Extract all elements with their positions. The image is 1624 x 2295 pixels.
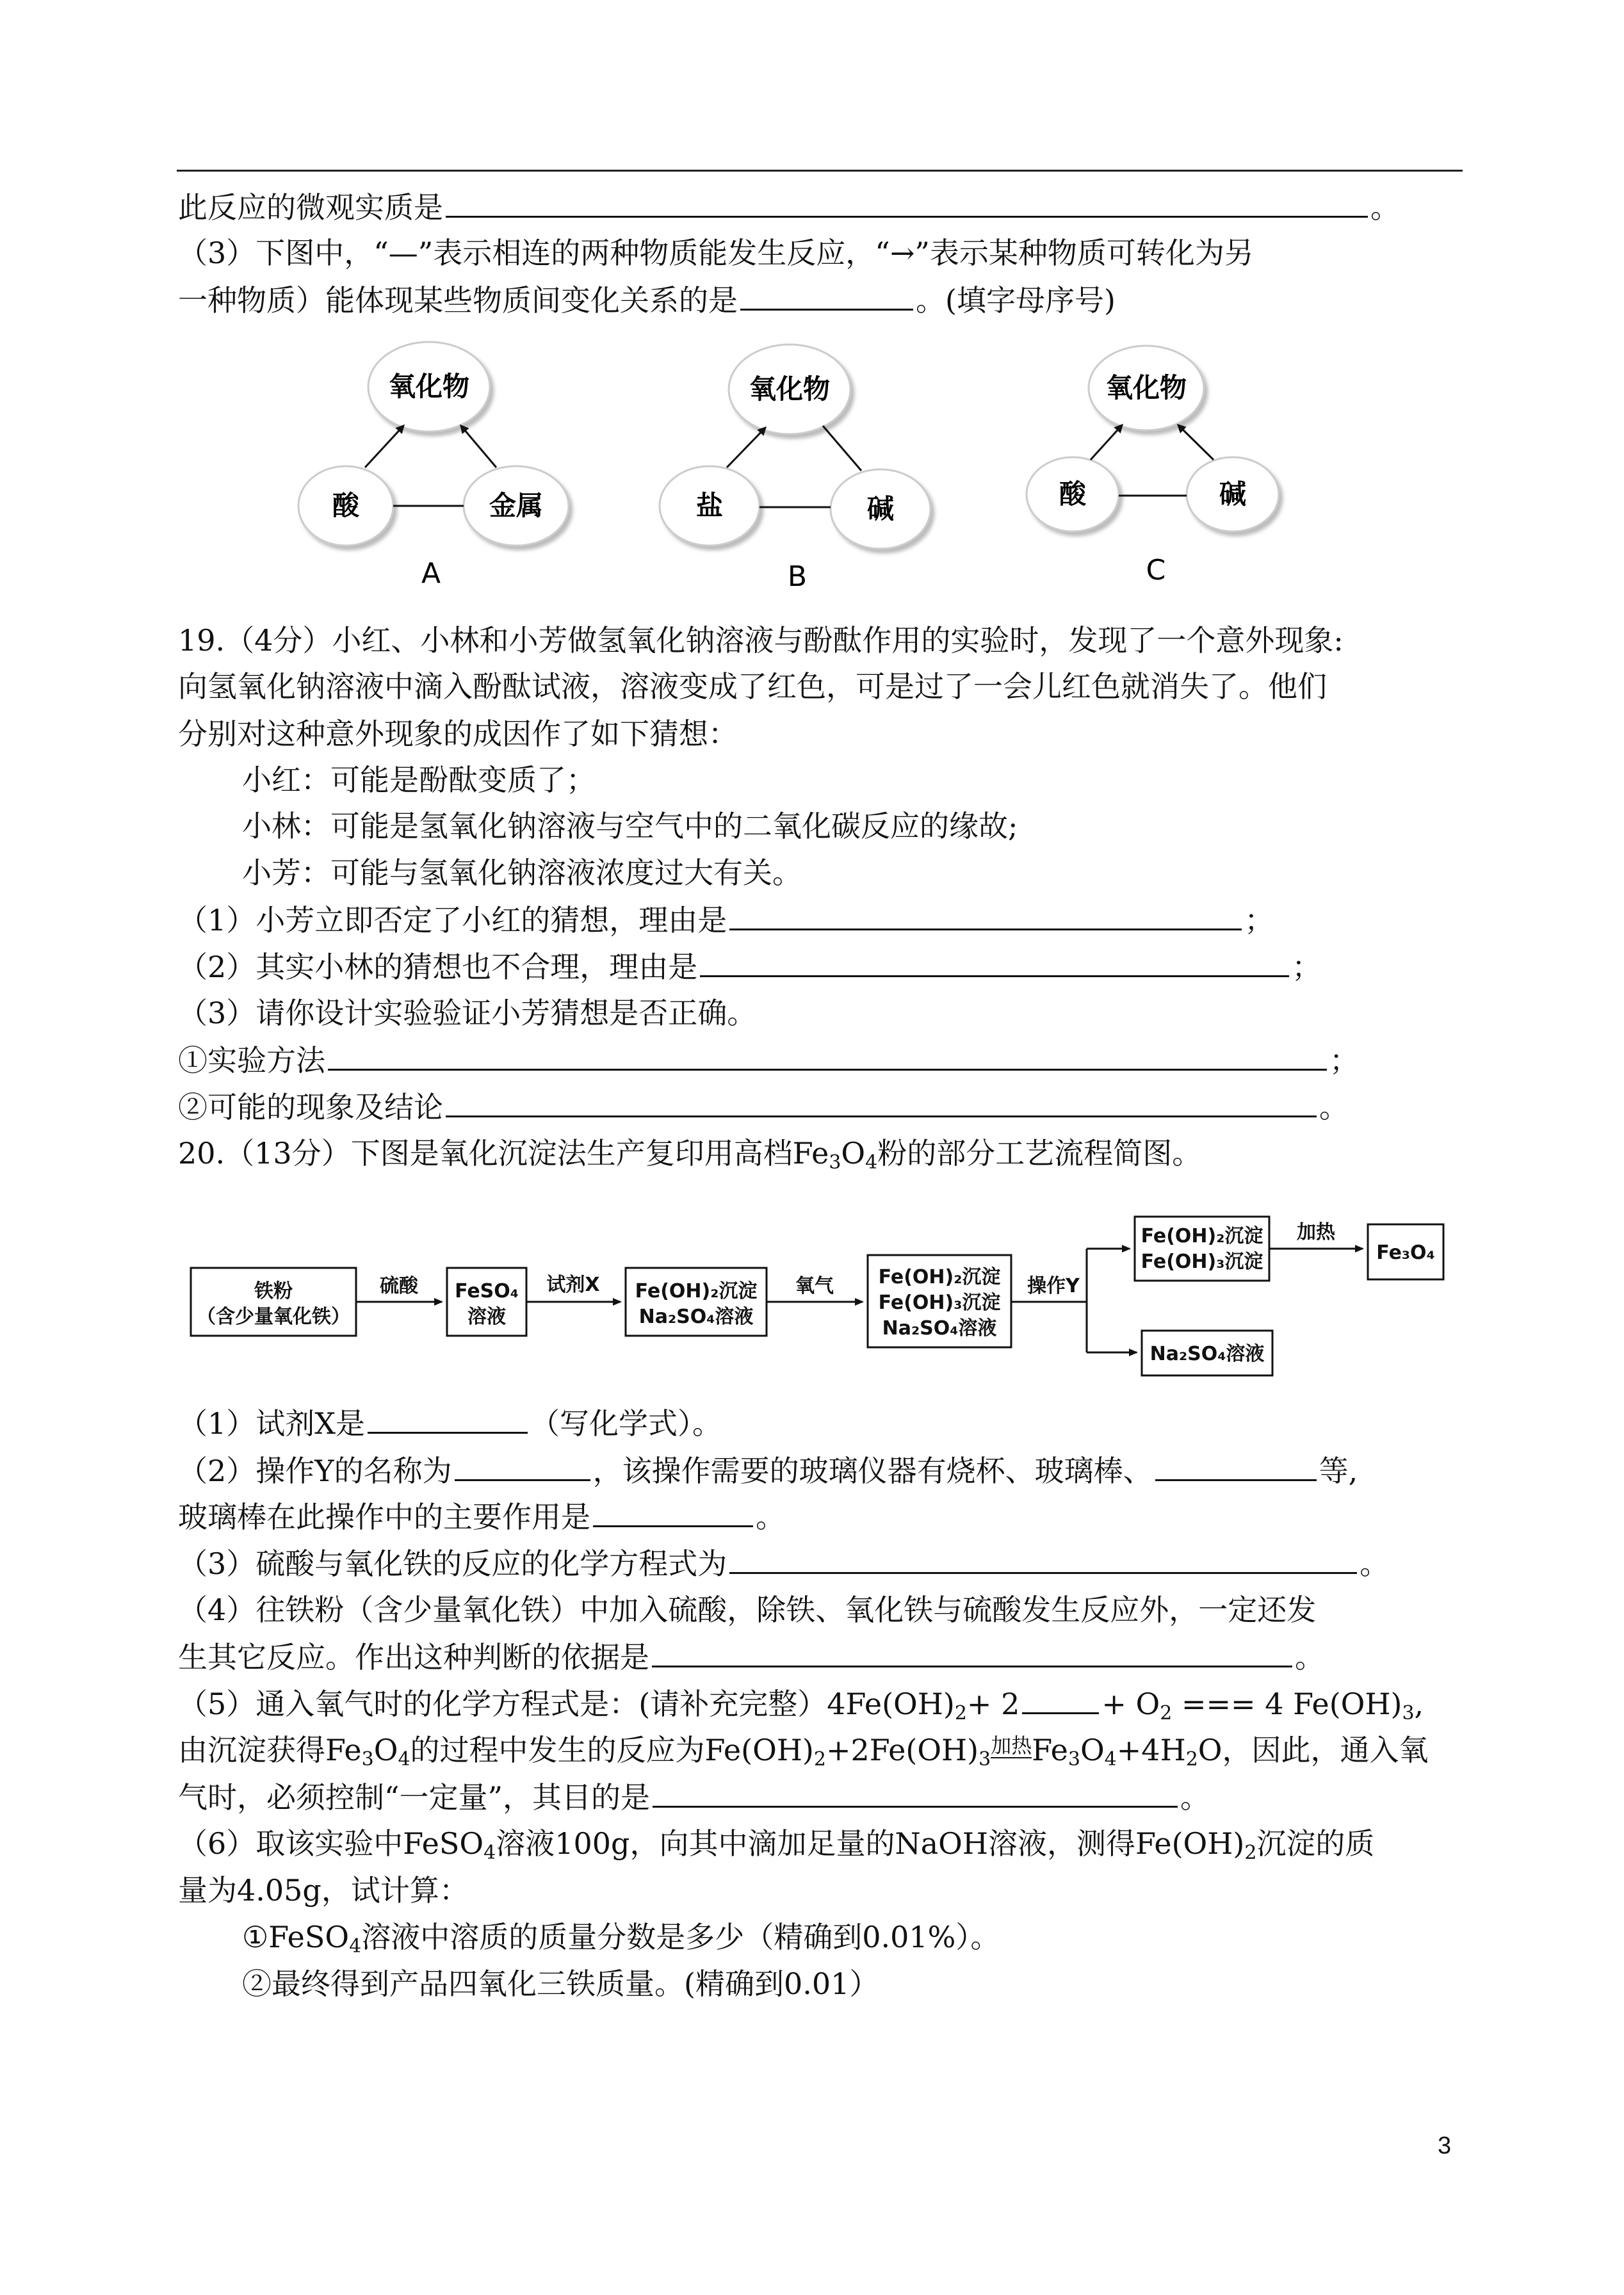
q19-method [178,1035,1359,1085]
q20-part1 [178,1399,722,1448]
q20-part2-text-b: ，该操作需要的玻璃仪器有烧杯、玻璃棒、 [592,1454,1153,1488]
q19-guess-xiaofang: 小芳：可能与氢氧化钠溶液浓度过大有关。 [242,856,802,890]
punct: ； [1292,950,1322,984]
box1-line2: （含少量氧化铁） [197,1306,350,1328]
q20-part6-q2: ②最终得到产品四氧化三铁质量。(精确到0.01） [242,1967,879,2001]
q18-part3-text: 一种物质）能体现某些物质间变化关系的是 [178,283,738,318]
q20-part4-line2 [178,1632,1324,1682]
answer-blank[interactable] [729,1539,1357,1574]
box3-line2: Na₂SO₄溶液 [638,1306,754,1328]
answer-blank[interactable] [328,1035,1327,1071]
arrow3-label: 氧气 [795,1275,834,1297]
subscript: 4 [865,1151,878,1174]
box2-line2: 溶液 [467,1306,506,1328]
q19-conclusion-text: ②可能的现象及结论 [178,1090,443,1124]
box3-line1: Fe(OH)₂沉淀 [635,1280,758,1302]
diagram-c [1027,346,1279,587]
punct: ； [1244,903,1274,937]
q20-part5-l2c: 的过程中发生的反应为Fe(OH) [410,1733,814,1767]
q20-part5-l2a: 由沉淀获得Fe [178,1733,362,1767]
diagram-label-a: A [421,557,441,590]
arrow2-label: 试剂X [546,1274,600,1296]
q20-part2-text: （2）操作Y的名称为 [178,1454,452,1488]
diagram-label-b: B [787,560,808,593]
box4-line1: Fe(OH)₂沉淀 [878,1266,1001,1288]
q20-part5-line3 [178,1772,1210,1822]
node-acid: 酸 [1059,478,1087,510]
q20-part5-text-c: + O [1101,1687,1160,1721]
punct: 。 [1319,1090,1349,1124]
q20-part2-line1 [178,1446,1358,1495]
q19-part2 [178,942,1321,991]
q19-line2: 向氢氧化钠溶液中滴入酚酞试液，溶液变成了红色，可是过了一会儿红色就消失了。他们 [178,669,1327,704]
q20-part5-l2h: O，因此，通入氧 [1198,1733,1429,1767]
node-metal: 金属 [489,490,544,521]
subscript: 3 [1402,1702,1415,1724]
q20-part5-text: （5）通入氧气时的化学方程式是：(请补充完整）4Fe(OH) [178,1687,955,1721]
q20-part5-l2b: O [373,1733,398,1767]
answer-blank[interactable] [652,1632,1292,1667]
punct: 。 [1360,1546,1390,1581]
q20-part3-text: （3）硫酸与氧化铁的反应的化学方程式为 [178,1546,727,1581]
box7-label: Na₂SO₄溶液 [1149,1343,1265,1365]
q20-part5-l2d: +2Fe(OH) [825,1733,979,1767]
diagram-label-c: C [1146,554,1166,587]
node-oxide: 氧化物 [388,371,470,402]
node-acid: 酸 [332,490,360,521]
answer-blank[interactable] [1155,1446,1317,1481]
answer-blank[interactable] [700,942,1289,977]
subscript: 4 [1104,1748,1117,1771]
subscript: 3 [829,1151,841,1174]
q20-part1-text: （1）试剂X是 [178,1406,366,1441]
punct: ； [1329,1043,1359,1078]
q20-part5-l3a: 气时，必须控制“一定量”，其目的是 [178,1780,651,1815]
q20-part5-text-b: + 2 [966,1687,1020,1721]
q20-title [178,1129,1201,1187]
box4-line2: Fe(OH)₃沉淀 [878,1292,1001,1314]
q20-part2-text-d: 玻璃棒在此操作中的主要作用是 [178,1500,590,1534]
arrow5-label: 加热 [1297,1221,1335,1244]
subscript: 4 [483,1842,496,1864]
punct: 。 [1295,1640,1324,1675]
q20-part2-text-c: 等, [1319,1454,1358,1488]
q20-title-c: 粉的部分工艺流程简图。 [877,1136,1202,1171]
q20-part6-text: （6）取该实验中FeSO [178,1826,484,1861]
answer-blank[interactable] [1022,1679,1099,1714]
relation-diagrams [0,0,1624,615]
q20-part5-l2e: Fe [1032,1733,1068,1767]
punct: , [1414,1687,1424,1721]
answer-blank[interactable] [729,895,1242,930]
subscript: 4 [349,1935,362,1958]
box2-line1: FeSO₄ [455,1280,519,1302]
punct: 。 [756,1500,785,1534]
q19-part1 [178,895,1274,945]
q20-part3 [178,1539,1389,1588]
heat-condition: 加热 [991,1733,1032,1758]
q20-part6-line2: 量为4.05g，试计算： [178,1873,469,1908]
arrow4-label: 操作Y [1027,1275,1080,1297]
q19-line3: 分别对这种意外现象的成因作了如下猜想： [178,717,738,751]
punct: 。 [1180,1780,1210,1815]
q20-title-a: 20.（13分）下图是氧化沉淀法生产复印用高档Fe [178,1136,829,1171]
subscript: 2 [1160,1702,1173,1724]
node-oxide: 氧化物 [1105,372,1187,403]
q20-part6-text-b: 溶液100g，向其中滴加足量的NaOH溶液，测得Fe(OH) [496,1826,1245,1861]
q20-part1-hint: （写化学式）。 [530,1406,722,1441]
answer-blank[interactable] [368,1399,528,1434]
node-base: 碱 [1219,478,1247,510]
diagram-a [298,342,569,590]
q19-part3: （3）请你设计实验验证小芳猜想是否正确。 [178,996,757,1030]
answer-blank[interactable] [455,1446,590,1481]
page-number: 3 [1438,2132,1452,2159]
q18-part3-hint: 。(填字母序号) [916,283,1116,318]
q19-guess-xiaohong: 小红：可能是酚酞变质了； [242,763,596,797]
q18-part3-line1: （3）下图中，“—”表示相连的两种物质能发生反应，“→”表示某种物质可转化为另 [178,236,1254,270]
q20-part5-l2g: +4H [1116,1733,1186,1767]
arrow1-label: 硫酸 [380,1275,418,1297]
subscript: 2 [1244,1842,1257,1864]
q20-title-b: O [841,1136,866,1171]
answer-blank[interactable] [653,1772,1178,1808]
box1-line1: 铁粉 [254,1280,293,1302]
subscript: 2 [1185,1748,1198,1771]
subscript: 4 [398,1748,410,1771]
q19-guess-xiaolin: 小林：可能是氢氧化钠溶液与空气中的二氧化碳反应的缘故; [242,809,1018,843]
diagram-b [660,345,930,593]
subscript: 2 [813,1748,826,1771]
box5-line1: Fe(OH)₂沉淀 [1141,1225,1263,1247]
q20-part5-text-d: === 4 Fe(OH) [1172,1687,1402,1721]
q19-method-text: ①实验方法 [178,1043,325,1078]
q19-conclusion [178,1082,1349,1131]
q19-part2-text: （2）其实小林的猜想也不合理，理由是 [178,950,698,984]
q20-part5-l2f: O [1080,1733,1105,1767]
q19-part1-text: （1）小芳立即否定了小红的猜想，理由是 [178,903,727,937]
subscript: 3 [1068,1748,1080,1771]
q20-part6-q1-b: 溶液中溶质的质量分数是多少（精确到0.01%）。 [361,1920,1000,1954]
q20-part2-line2 [178,1492,785,1541]
subscript: 2 [954,1702,967,1724]
node-salt: 盐 [695,490,724,521]
box4-line3: Na₂SO₄溶液 [882,1317,997,1340]
q20-part4-line1: （4）往铁粉（含少量氧化铁）中加入硫酸，除铁、氧化铁与硫酸发生反应外，一定还发 [178,1593,1317,1627]
subscript: 3 [361,1748,374,1771]
box6-label: Fe₃O₄ [1376,1242,1435,1264]
node-base: 碱 [866,493,895,524]
box5-line2: Fe(OH)₃沉淀 [1141,1251,1263,1273]
q20-part4-text: 生其它反应。作出这种判断的依据是 [178,1640,649,1675]
answer-blank[interactable] [593,1492,753,1527]
punct: 。 [1370,190,1400,225]
answer-blank[interactable] [446,1082,1317,1117]
q19-line1: 19.（4分）小红、小林和小芳做氢氧化钠溶液与酚酞作用的实验时，发现了一个意外现象: [178,623,1344,658]
q20-part6-text-c: 沉淀的质 [1256,1826,1375,1861]
subscript: 3 [978,1748,991,1771]
process-flow-diagram [0,1204,1624,1390]
node-oxide: 氧化物 [749,373,831,405]
q20-part6-q1-a: ①FeSO [242,1920,350,1954]
q18-essence-text: 此反应的微观实质是 [178,190,443,225]
